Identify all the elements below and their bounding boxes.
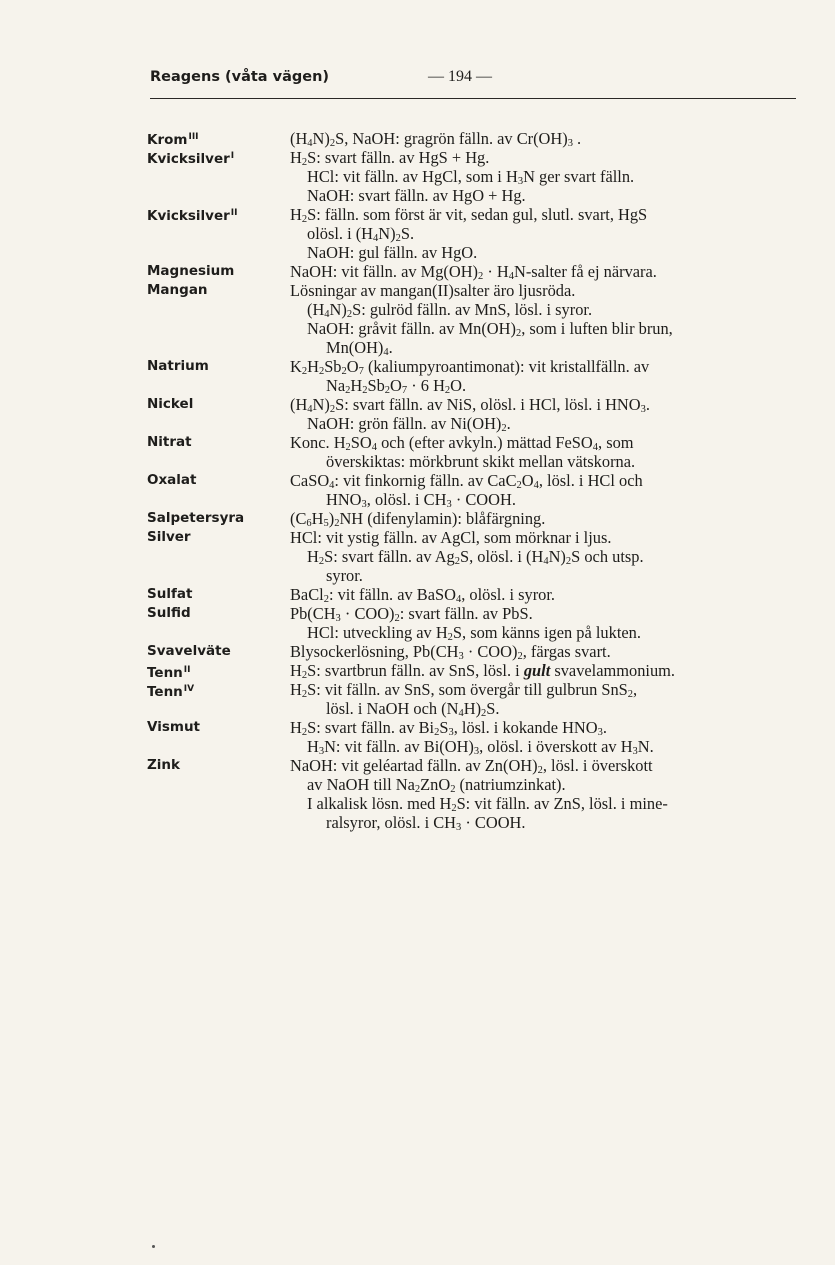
- label-tenn-ii: Tenn$^{II}$: [147, 665, 191, 681]
- text-line: Blysockerlösning, $Pb(CH_3 \cdot COO)_2$, färgas svart.: [290, 642, 611, 662]
- label-nickel: Nickel: [147, 396, 194, 412]
- label-salpetersyra: Salpetersyra: [147, 510, 245, 526]
- text-line: $(H_4N)_2S$: svart fälln. av NiS, olösl. i HCl, lösl. i $HNO_3$.: [290, 395, 650, 415]
- text-line: olösl. i $(H_4N)_2S$.: [307, 224, 415, 244]
- text-line: NaOH: vit geléartad fälln. av $Zn(OH)_2$, lösl. i överskott: [290, 756, 653, 776]
- text-line: NaOH: gul fälln. av HgO.: [307, 243, 478, 262]
- text-line: I alkalisk lösn. med $H_2S$: vit fälln. av ZnS, lösl. i mine-: [307, 794, 668, 814]
- text-line: $H_2S$: svart fälln. av HgS + Hg.: [290, 148, 490, 168]
- label-nitrat: Nitrat: [147, 434, 192, 450]
- page-number: — 194 —: [428, 68, 492, 85]
- label-svavelvate: Svavelväte: [147, 643, 231, 659]
- page-header: [150, 69, 795, 95]
- text-line: NaOH: grön fälln. av $Ni(OH)_2$.: [307, 414, 511, 434]
- text-line: $H_3N$: vit fälln. av $Bi(OH)_3$, olösl. i överskott av $H_3N$.: [307, 737, 654, 757]
- label-sulfid: Sulfid: [147, 605, 191, 621]
- text-line: HCl: vit ystig fälln. av AgCl, som mörknar i ljus.: [290, 528, 612, 547]
- text-line: HCl: utveckling av $H_2S$, som känns igen på lukten.: [307, 623, 641, 643]
- label-kvicksilver-ii: Kvicksilver$^{II}$: [147, 208, 238, 224]
- text-line: ralsyror, olösl. i $CH_3$ · COOH.: [326, 813, 526, 833]
- label-mangan: Mangan: [147, 282, 208, 298]
- text-line: $H_2S$: svartbrun fälln. av SnS, lösl. i gult svavelammonium.: [290, 661, 675, 681]
- label-krom-iii: Krom$^{III}$: [147, 132, 199, 148]
- label-silver: Silver: [147, 529, 191, 545]
- label-oxalat: Oxalat: [147, 472, 197, 488]
- print-speck: [152, 1245, 155, 1248]
- text-line: syror.: [326, 566, 363, 585]
- text-line: överskiktas: mörkbrunt skikt mellan vätskorna.: [326, 452, 636, 471]
- text-line: $Na_2H_2Sb_2O_7 \cdot 6$ $H_2O$.: [326, 376, 467, 396]
- text-line: NaOH: svart fälln. av HgO + Hg.: [307, 186, 526, 205]
- text-line: $Pb(CH_3 \cdot COO)_2$: svart fälln. av PbS.: [290, 604, 533, 624]
- label-natrium: Natrium: [147, 358, 209, 374]
- header-title: Reagens (våta vägen): [150, 69, 330, 85]
- text-line: lösl. i NaOH och $(N_4H)_2S$.: [326, 699, 500, 719]
- text-line: CaSO$_4$: vit finkornig fälln. av $CaC_2O_4$, lösl. i HCl och: [290, 471, 643, 491]
- text-line: $H_2S$: svart fälln. av $Bi_2S_3$, lösl. i kokande $HNO_3$.: [290, 718, 607, 738]
- text-line: $H_2S$: svart fälln. av $Ag_2S$, olösl. i $(H_4N)_2S$ och utsp.: [307, 547, 644, 567]
- text-line: NaOH: vit fälln. av $Mg(OH)_2$ · $H_4N$-salter få ej närvara.: [290, 262, 657, 282]
- text-line: NaOH: gråvit fälln. av $Mn(OH)_2$, som i luften blir brun,: [307, 319, 673, 339]
- text-line: $Mn(OH)_4$.: [326, 338, 393, 358]
- text-line: HCl: vit fälln. av HgCl, som i $H_3N$ ger svart fälln.: [307, 167, 635, 187]
- text-line: $(H_4N)_2S$: gulröd fälln. av MnS, lösl. i syror.: [307, 300, 593, 320]
- text-line: $(H_4N)_2S$, NaOH: gragrön fälln. av $Cr(OH)_3$ .: [290, 129, 582, 149]
- label-zink: Zink: [147, 757, 181, 773]
- header-rule: [150, 98, 796, 99]
- label-tenn-iv: Tenn$^{IV}$: [147, 684, 195, 700]
- label-kvicksilver-i: Kvicksilver$^I$: [147, 151, 235, 167]
- text-line: $H_2S$: fälln. som först är vit, sedan gul, slutl. svart, HgS: [290, 205, 648, 225]
- text-line: BaCl$_2$: vit fälln. av BaSO$_4$, olösl. i syror.: [290, 585, 556, 605]
- text-line: Konc. $H_2SO_4$ och (efter avkyln.) mättad FeSO$_4$, som: [290, 433, 634, 453]
- text-line: $(C_6H_5)_2NH$ (difenylamin): blåfärgning.: [290, 509, 546, 529]
- text-line: av NaOH till $Na_2ZnO_2$ (natriumzinkat).: [307, 775, 566, 795]
- text-line: $HNO_3$, olösl. i $CH_3$ · COOH.: [326, 490, 516, 510]
- label-vismut: Vismut: [147, 719, 201, 735]
- text-line: $H_2S$: vit fälln. av SnS, som övergår till gulbrun SnS$_2$,: [290, 680, 638, 700]
- label-magnesium: Magnesium: [147, 263, 235, 279]
- text-line: $K_2H_2Sb_2O_7$ (kaliumpyroantimonat): vit kristallfälln. av: [290, 357, 650, 377]
- text-line: Lösningar av mangan(II)salter äro ljusröda.: [290, 281, 576, 300]
- label-sulfat: Sulfat: [147, 586, 193, 602]
